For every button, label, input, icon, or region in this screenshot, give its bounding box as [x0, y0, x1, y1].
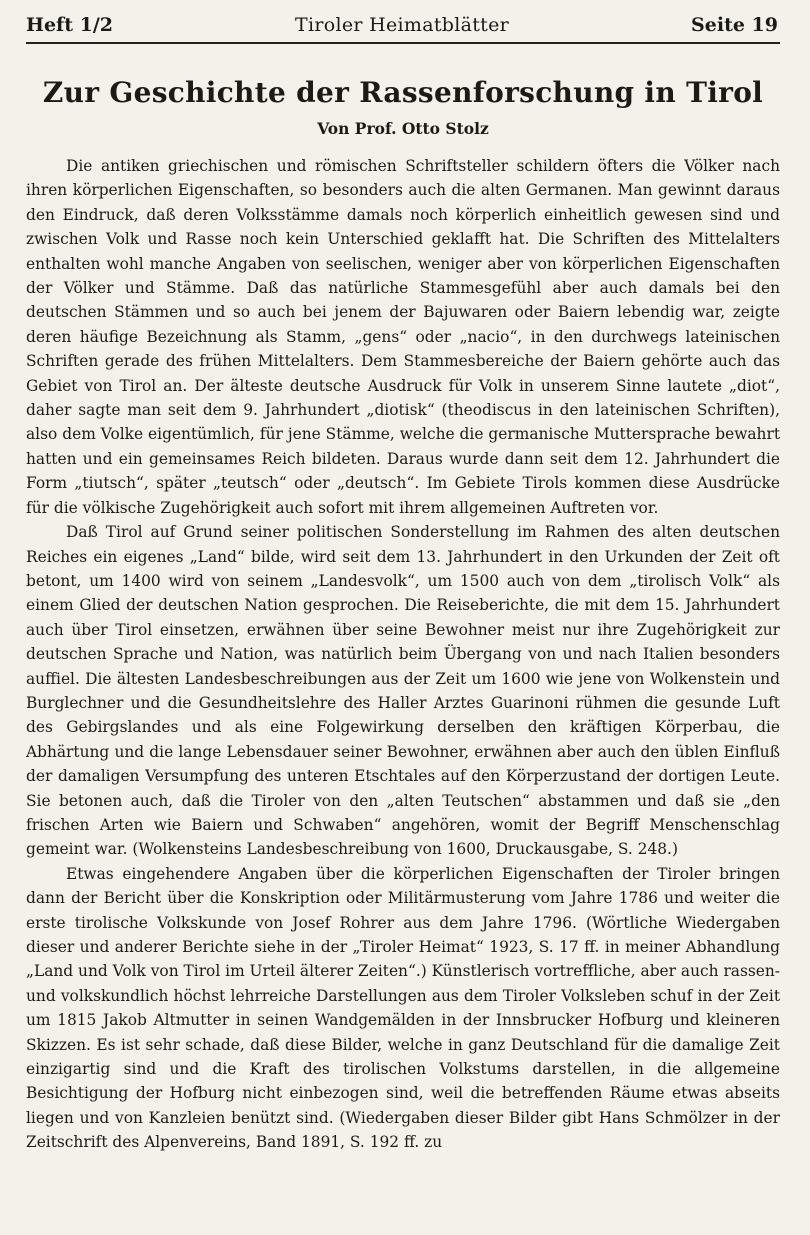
page-number: Seite 19: [691, 14, 778, 36]
article-title: Zur Geschichte der Rassenforschung in Tirol: [42, 76, 764, 109]
article-body: [26, 154, 780, 1155]
paragraph-3: Etwas eingehendere Angaben über die körperlichen Eigenschaften der Tiroler bringen dann der Bericht über die Konskription oder Militärmusterung vom Jahre 1786 und weiter die erste tirolische Volkskunde von Josef Rohrer aus dem Jahre 1796. (Wörtliche Wiedergaben dieser und anderer Berichte siehe in der „Tiroler Heimat“ 1923, S. 17 ff. in meiner Abhandlung „Land und Volk von Tirol im Urteil älterer Zeiten“.) Künstlerisch vortreffliche, aber auch rassen- und volkskundlich höchst lehrreiche Darstellungen aus dem Tiroler Volksleben schuf in der Zeit um 1815 Jakob Altmutter in seinen Wandgemälden in der Innsbrucker Hofburg und kleineren Skizzen. Es ist sehr schade, daß diese Bilder, welche in ganz Deutschland für die damalige Zeit einzigartig sind und die Kraft des tirolischen Volkstums darstellen, in die allgemeine Besichtigung der Hofburg nicht einbezogen sind, weil die betreffenden Räume etwas abseits liegen und von Kanzleien benützt sind. (Wiedergaben dieser Bilder gibt Hans Schmölzer in der Zeitschrift des Alpenvereins, Band 1891, S. 192 ff. zu: [26, 864, 780, 1152]
issue-label: Heft 1/2: [26, 14, 113, 36]
header-rule: [26, 42, 780, 44]
journal-title: Tiroler Heimatblätter: [294, 14, 510, 36]
article-byline: Von Prof. Otto Stolz: [317, 119, 489, 138]
running-header: [26, 14, 780, 40]
paragraph-2: Daß Tirol auf Grund seiner politischen Sonderstellung im Rahmen des alten deutschen Reiches ein eigenes „Land“ bilde, wird seit dem 13. Jahrhundert in den Urkunden der Zeit oft betont, um 1400 wird von seinem „Landesvolk“, um 1500 auch von dem „tirolisch Volk“ als einem Glied der deutschen Nation gesprochen. Die Reiseberichte, die mit dem 15. Jahrhundert auch über Tirol einsetzen, erwähnen über seine Bewohner meist nur ihre Zugehörigkeit zur deutschen Sprache und Nation, was natürlich beim Übergang von und nach Italien besonders auffiel. Die ältesten Landesbeschreibungen aus der Zeit um 1600 wie jene von Wolkenstein und Burglechner und die Gesundheitslehre des Haller Arztes Guarinoni rühmen die gesunde Luft des Gebirgslandes und als eine Folgewirkung derselben den kräftigen Körperbau, die Abhärtung und die lange Lebensdauer seiner Bewohner, erwähnen aber auch den üblen Einfluß der damaligen Versumpfung des unteren Etschtales auf den Körperzustand der dortigen Leute. Sie betonen auch, daß die Tiroler von den „alten Teutschen“ abstammen und daß sie „den frischen Arten wie Baiern und Schwaben“ angehören, womit der Begriff Menschenschlag gemeint war. (Wolkensteins Landesbeschreibung von 1600, Druckausgabe, S. 248.): [26, 523, 780, 859]
paragraph-1: Die antiken griechischen und römischen Schriftsteller schildern öfters die Völker nach ihren körperlichen Eigenschaften, so besonders auch die alten Germanen. Man gewinnt daraus den Eindruck, daß deren Volksstämme damals noch körperlich einheitlich gewesen sind und zwischen Volk und Rasse noch kein Unterschied geklafft hat. Die Schriften des Mittelalters enthalten wohl manche Angaben von seelischen, weniger aber von körperlichen Eigenschaften der Völker und Stämme. Daß das natürliche Stammesgefühl aber auch damals bei den deutschen Stämmen und so auch bei jenem der Bajuwaren oder Baiern lebendig war, zeigte deren häufige Bezeichnung als Stamm, „gens“ oder „nacio“, in den durchwegs lateinischen Schriften gerade des frühen Mittelalters. Dem Stammesbereiche der Baiern gehörte auch das Gebiet von Tirol an. Der älteste deutsche Ausdruck für Volk in unserem Sinne lautete „diot“, daher sagte man seit dem 9. Jahrhundert „diotisk“ (theodiscus in den lateinischen Schriften), also dem Volke eigentümlich, für jene Stämme, welche die germanische Muttersprache bewahrt hatten und ein gemeinsames Reich bildeten. Daraus wurde dann seit dem 12. Jahrhundert die Form „tiutsch“, später „teutsch“ oder „deutsch“. Im Gebiete Tirols kommen diese Ausdrücke für die völkische Zugehörigkeit auch sofort mit ihrem allgemeinen Auftreten vor.: [26, 157, 780, 517]
